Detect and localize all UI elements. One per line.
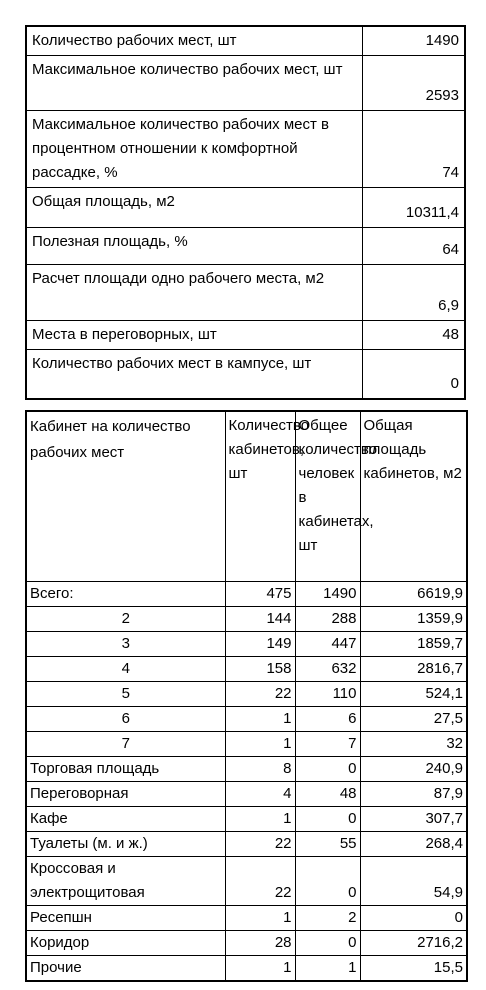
row-count: 1 [225, 905, 295, 930]
table-row [26, 806, 467, 831]
row-area: 0 [360, 905, 467, 930]
row-people: 2 [295, 905, 360, 930]
row-count: 22 [225, 831, 295, 856]
table-row [26, 350, 465, 399]
row-count: 149 [225, 631, 295, 656]
row-people: 48 [295, 781, 360, 806]
row-name: Всего: [26, 581, 225, 606]
table-row [26, 606, 467, 631]
summary-table [25, 25, 466, 400]
row-people: 447 [295, 631, 360, 656]
row-people: 0 [295, 806, 360, 831]
table-row [26, 228, 465, 265]
summary-value: 0 [362, 350, 465, 399]
row-area: 1859,7 [360, 631, 467, 656]
row-count: 475 [225, 581, 295, 606]
row-count: 28 [225, 930, 295, 955]
table-header-row [26, 411, 467, 581]
summary-label: Расчет площади одно рабочего места, м2 [26, 265, 362, 321]
row-people: 55 [295, 831, 360, 856]
row-name: 7 [26, 731, 225, 756]
row-people: 6 [295, 706, 360, 731]
summary-label: Полезная площадь, % [26, 228, 362, 265]
row-people: 0 [295, 856, 360, 905]
row-name: 5 [26, 681, 225, 706]
table-row [26, 321, 465, 350]
table-row [26, 656, 467, 681]
row-name: 6 [26, 706, 225, 731]
table-row [26, 955, 467, 981]
table-row [26, 56, 465, 111]
table-row [26, 631, 467, 656]
table-row [26, 930, 467, 955]
row-count: 8 [225, 756, 295, 781]
row-count: 1 [225, 806, 295, 831]
row-name: Туалеты (м. и ж.) [26, 831, 225, 856]
summary-label: Количество рабочих мест, шт [26, 26, 362, 56]
row-count: 1 [225, 955, 295, 981]
summary-value: 48 [362, 321, 465, 350]
summary-label: Количество рабочих мест в кампусе, шт [26, 350, 362, 399]
row-people: 1490 [295, 581, 360, 606]
row-name: 2 [26, 606, 225, 631]
table-row [26, 188, 465, 228]
row-area: 27,5 [360, 706, 467, 731]
table-row [26, 756, 467, 781]
row-people: 632 [295, 656, 360, 681]
table-row [26, 265, 465, 321]
row-name: Ресепшн [26, 905, 225, 930]
header-people: Общее количество человек в кабинетах, шт [295, 411, 360, 581]
row-count: 22 [225, 681, 295, 706]
row-count: 1 [225, 731, 295, 756]
summary-label: Максимальное количество рабочих мест в процентном отношении к комфортной рассадке, % [26, 111, 362, 188]
summary-label: Общая площадь, м2 [26, 188, 362, 228]
header-area: Общая площадь кабинетов, м2 [360, 411, 467, 581]
row-name: Кроссовая и электрощитовая [26, 856, 225, 905]
header-cabinet: Кабинет на количество рабочих мест [26, 411, 225, 581]
summary-label: Максимальное количество рабочих мест, шт [26, 56, 362, 111]
row-people: 0 [295, 756, 360, 781]
table-row [26, 706, 467, 731]
row-name: 3 [26, 631, 225, 656]
table-row [26, 856, 467, 905]
table-row [26, 781, 467, 806]
row-people: 288 [295, 606, 360, 631]
header-count: Количество кабинетов, шт [225, 411, 295, 581]
row-area: 87,9 [360, 781, 467, 806]
summary-label: Места в переговорных, шт [26, 321, 362, 350]
rooms-table [25, 410, 468, 982]
row-name: Переговорная [26, 781, 225, 806]
row-name: Прочие [26, 955, 225, 981]
row-area: 2716,2 [360, 930, 467, 955]
row-area: 54,9 [360, 856, 467, 905]
table-row [26, 681, 467, 706]
row-name: Кафе [26, 806, 225, 831]
summary-value: 64 [362, 228, 465, 265]
row-count: 4 [225, 781, 295, 806]
table-row [26, 831, 467, 856]
summary-value: 10311,4 [362, 188, 465, 228]
row-name: Торговая площадь [26, 756, 225, 781]
table-row [26, 905, 467, 930]
row-area: 307,7 [360, 806, 467, 831]
row-area: 524,1 [360, 681, 467, 706]
row-count: 22 [225, 856, 295, 905]
row-count: 158 [225, 656, 295, 681]
table-row [26, 731, 467, 756]
summary-value: 74 [362, 111, 465, 188]
row-name: 4 [26, 656, 225, 681]
row-count: 144 [225, 606, 295, 631]
row-count: 1 [225, 706, 295, 731]
table-row [26, 111, 465, 188]
table-row [26, 26, 465, 56]
row-area: 6619,9 [360, 581, 467, 606]
row-area: 15,5 [360, 955, 467, 981]
row-name: Коридор [26, 930, 225, 955]
row-people: 110 [295, 681, 360, 706]
row-people: 1 [295, 955, 360, 981]
summary-value: 1490 [362, 26, 465, 56]
row-area: 2816,7 [360, 656, 467, 681]
summary-value: 6,9 [362, 265, 465, 321]
row-area: 240,9 [360, 756, 467, 781]
summary-value: 2593 [362, 56, 465, 111]
row-people: 7 [295, 731, 360, 756]
row-area: 1359,9 [360, 606, 467, 631]
row-people: 0 [295, 930, 360, 955]
row-area: 32 [360, 731, 467, 756]
table-row [26, 581, 467, 606]
row-area: 268,4 [360, 831, 467, 856]
